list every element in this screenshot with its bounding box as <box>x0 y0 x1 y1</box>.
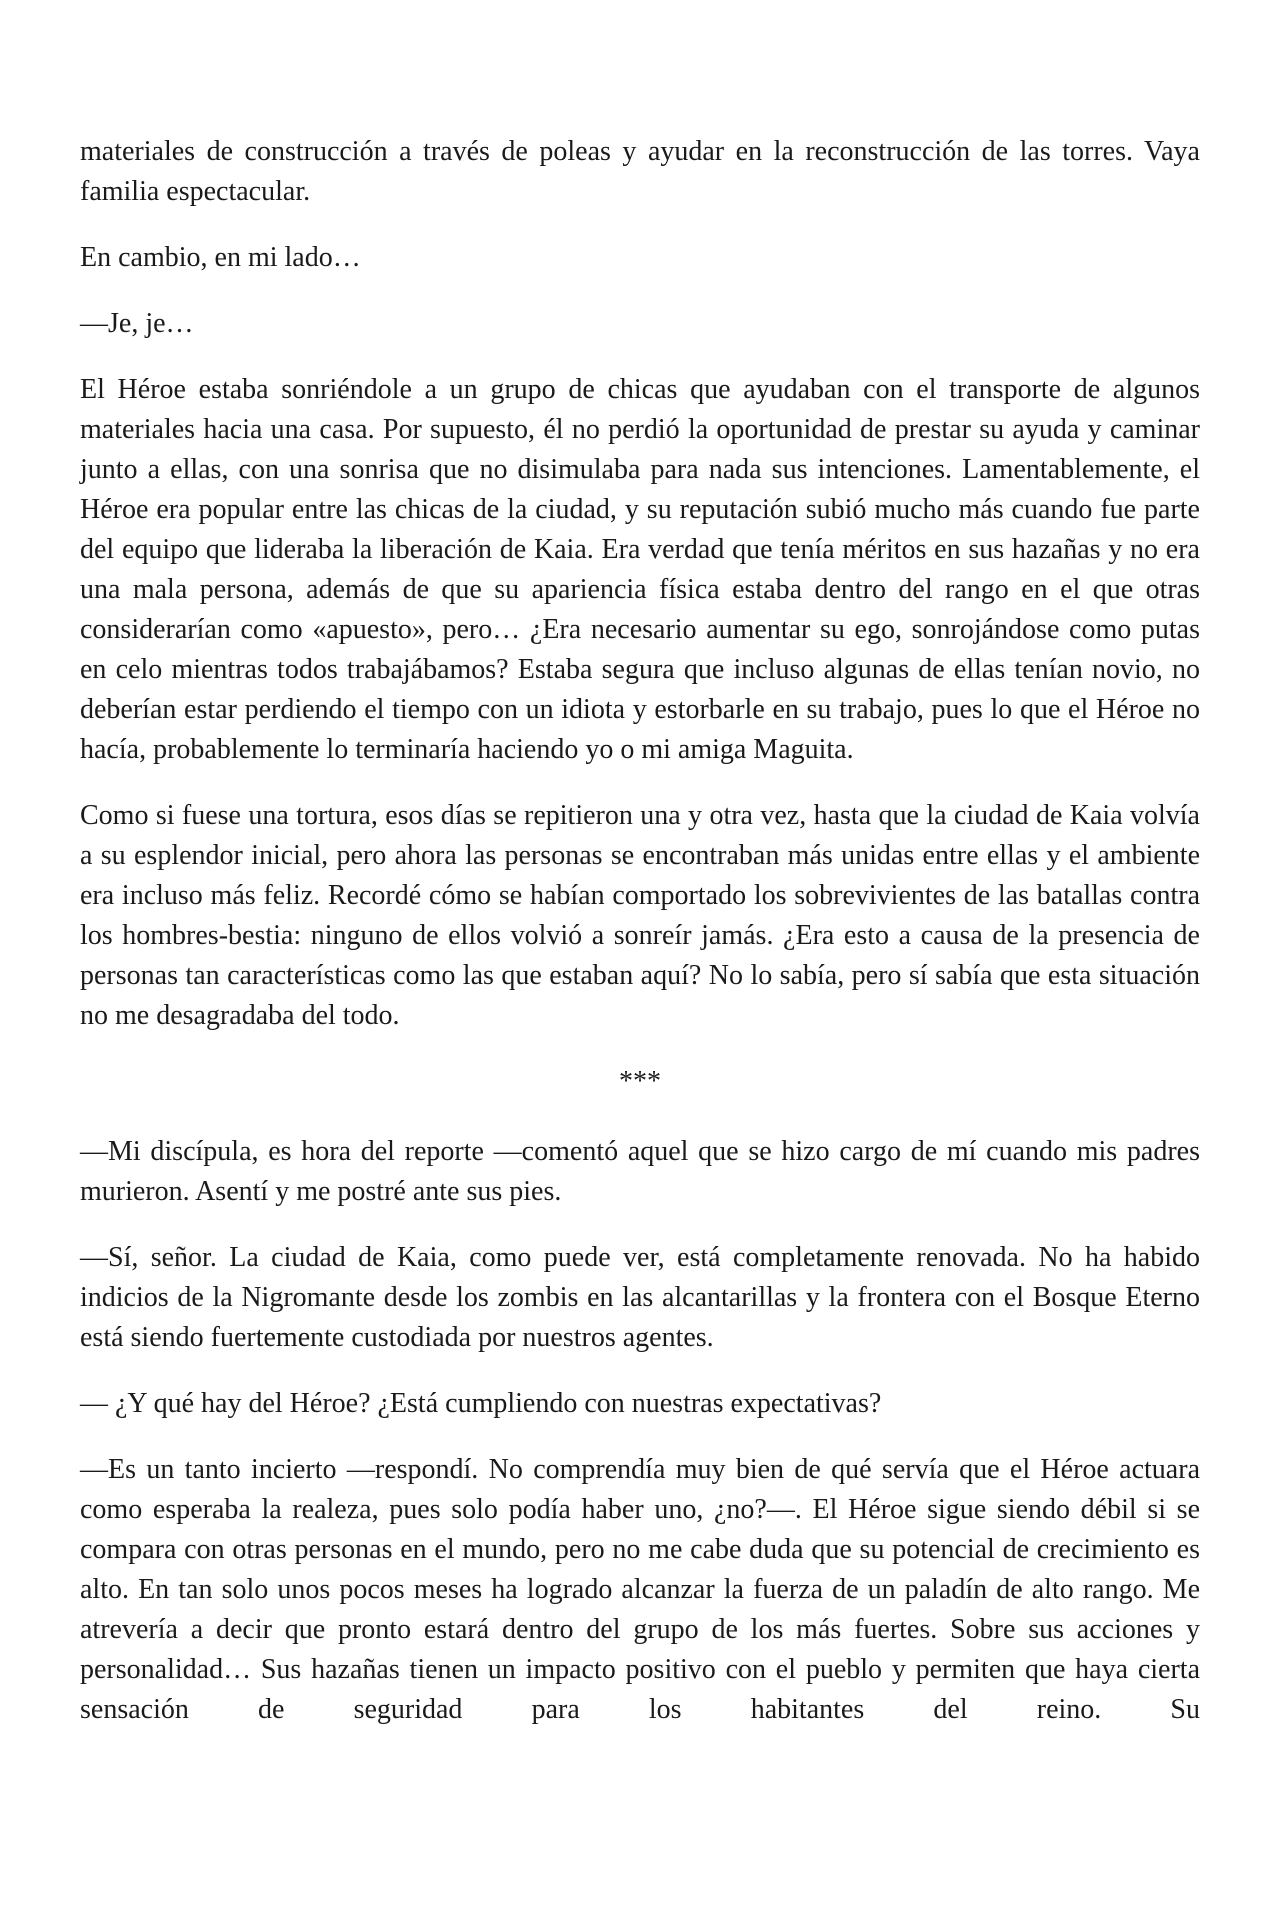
dialogue-paragraph: —Sí, señor. La ciudad de Kaia, como puede ver, está completamente renovada. No ha habido indicios de la Nigromante desde los zombis en las alcantarillas y la frontera con el Bosque Eterno está siendo fuertemente custodiada por nuestros agentes. <box>80 1242 1200 1353</box>
paragraph-continuation: materiales de construcción a través de poleas y ayudar en la reconstrucción de las torres. Vaya familia espectacular. <box>80 136 1200 207</box>
paragraph: Como si fuese una tortura, esos días se repitieron una y otra vez, hasta que la ciudad de Kaia volvía a su esplendor inicial, pero ahora las personas se encontraban más unidas entre ellas y el ambiente era incluso más feliz. Recordé cómo se habían comportado los sobrevivientes de las batallas contra los hombres-bestia: ninguno de ellos volvió a sonreír jamás. ¿Era esto a causa de la presencia de personas tan características como las que estaban aquí? No lo sabía, pero sí sabía que esta situación no me desagradaba del todo. <box>80 800 1200 1031</box>
paragraph: En cambio, en mi lado… <box>80 242 361 273</box>
dialogue-paragraph: —Es un tanto incierto —respondí. No comprendía muy bien de qué servía que el Héroe actuara como esperaba la realeza, pues solo podía haber uno, ¿no?—. El Héroe sigue siendo débil si se compara con otras personas en el mundo, pero no me cabe duda que su potencial de crecimiento es alto. En tan solo unos pocos meses ha logrado alcanzar la fuerza de un paladín de alto rango. Me atrevería a decir que pronto estará dentro del grupo de los más fuertes. Sobre sus acciones y personalidad… Sus hazañas tienen un impacto positivo con el pueblo y permiten que haya cierta sensación de seguridad para los habitantes del reino. Su <box>80 1454 1200 1725</box>
dialogue-paragraph: —Mi discípula, es hora del reporte —comentó aquel que se hizo cargo de mí cuando mis padres murieron. Asentí y me postré ante sus pies. <box>80 1136 1200 1207</box>
dialogue-line: —Je, je… <box>80 308 194 339</box>
paragraph: El Héroe estaba sonriéndole a un grupo de chicas que ayudaban con el transporte de algunos materiales hacia una casa. Por supuesto, él no perdió la oportunidad de prestar su ayuda y caminar junto a ellas, con una sonrisa que no disimulaba para nada sus intenciones. Lamentablemente, el Héroe era popular entre las chicas de la ciudad, y su reputación subió mucho más cuando fue parte del equipo que lideraba la liberación de Kaia. Era verdad que tenía méritos en sus hazañas y no era una mala persona, además de que su apariencia física estaba dentro del rango en el que otras considerarían como «apuesto», pero… ¿Era necesario aumentar su ego, sonrojándose como putas en celo mientras todos trabajábamos? Estaba segura que incluso algunas de ellas tenían novio, no deberían estar perdiendo el tiempo con un idiota y estorbarle en su trabajo, pues lo que el Héroe no hacía, probablemente lo terminaría haciendo yo o mi amiga Maguita. <box>80 374 1200 765</box>
dialogue-line: — ¿Y qué hay del Héroe? ¿Está cumpliendo con nuestras expectativas? <box>80 1388 882 1419</box>
scene-break: *** <box>619 1066 661 1097</box>
document-page <box>80 132 1200 1756</box>
